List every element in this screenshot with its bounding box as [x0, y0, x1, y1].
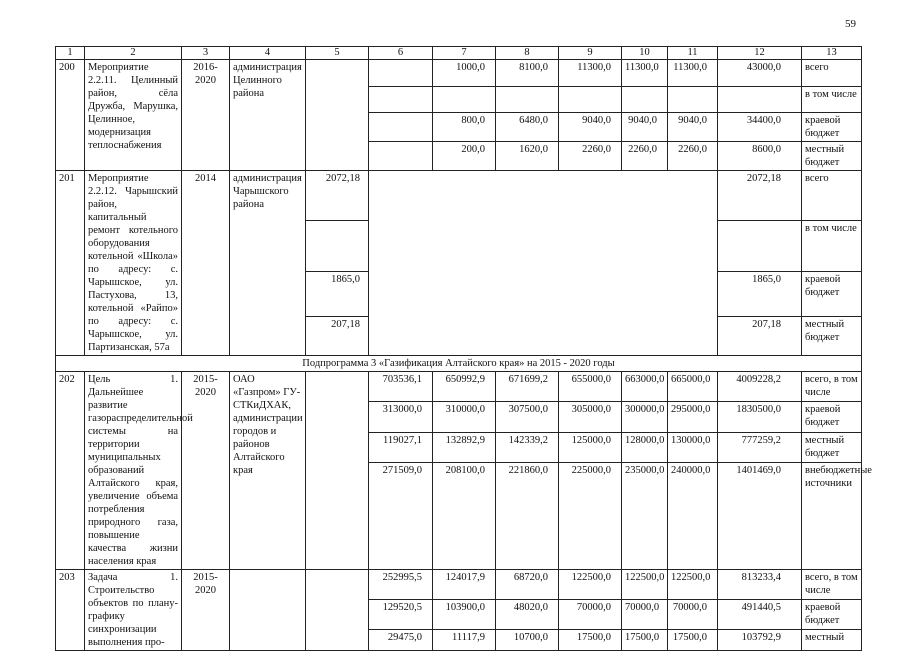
- cell-2017: 1620,0: [496, 142, 559, 171]
- cell-2019: 17500,0: [622, 630, 668, 651]
- row-number: 200: [56, 60, 85, 171]
- cell-2014: 1865,0: [306, 272, 369, 317]
- cell-total: 2072,18: [718, 171, 802, 221]
- cell-2016: 1000,0: [433, 60, 496, 87]
- funding-source: краевой бюджет: [802, 272, 862, 317]
- funding-source: местный бюджет: [802, 317, 862, 356]
- cell-total: 103792,9: [718, 630, 802, 651]
- cell-2019: 300000,0: [622, 402, 668, 432]
- cell-2015: [369, 113, 433, 142]
- cell-total: 1830500,0: [718, 402, 802, 432]
- table-row: [56, 60, 862, 87]
- cell-2015: 703536,1: [369, 372, 433, 402]
- executor: ОАО «Газпром» ГУ-СТКиДХАК, администрации городов и районов Алтайского края: [230, 372, 306, 570]
- cell-2020: 130000,0: [668, 432, 718, 462]
- cell-2015: [369, 142, 433, 171]
- subprogram-row: [56, 356, 862, 372]
- cell-2020: 70000,0: [668, 600, 718, 630]
- funding-source: всего: [802, 60, 862, 87]
- funding-source: внебюджетные источники: [802, 463, 862, 570]
- funding-source: всего, в том числе: [802, 372, 862, 402]
- cell-2019: 9040,0: [622, 113, 668, 142]
- cell-2016: 200,0: [433, 142, 496, 171]
- event-description: Мероприятие 2.2.12. Чарышский район, капитальный ремонт котельного оборудования котельной «Школа» по адресу: с. Чарышское, ул. Пастухова, 13, котельной «Райпо» по адресу: с. Чарышское, ул. Партизанская, 57а: [85, 171, 182, 356]
- cell-total: 777259,2: [718, 432, 802, 462]
- cell-2019: 122500,0: [622, 570, 668, 600]
- row-number: 203: [56, 570, 85, 651]
- cell-2015: 29475,0: [369, 630, 433, 651]
- cell-2014: 207,18: [306, 317, 369, 356]
- cell-total: 207,18: [718, 317, 802, 356]
- cell-2017: 8100,0: [496, 60, 559, 87]
- col-header: 9: [559, 47, 622, 60]
- cell-2016: 11117,9: [433, 630, 496, 651]
- cell-2020: 240000,0: [668, 463, 718, 570]
- cell-2015: 313000,0: [369, 402, 433, 432]
- cell-total: 813233,4: [718, 570, 802, 600]
- cell-2018: 305000,0: [559, 402, 622, 432]
- cell-2017: 68720,0: [496, 570, 559, 600]
- col-header: 5: [306, 47, 369, 60]
- event-description: Задача 1. Строительство объектов по плану-графику синхронизации выполнения про-: [85, 570, 182, 651]
- cell-2019: 70000,0: [622, 600, 668, 630]
- cell-2017: 671699,2: [496, 372, 559, 402]
- col-header: 7: [433, 47, 496, 60]
- cell-2017: 10700,0: [496, 630, 559, 651]
- subprogram-title: Подпрограмма 3 «Газификация Алтайского края» на 2015 - 2020 годы: [56, 356, 862, 372]
- col-header: 2: [85, 47, 182, 60]
- col-header: 8: [496, 47, 559, 60]
- row-number: 201: [56, 171, 85, 356]
- cell-2014: [306, 60, 369, 171]
- cell-2020: 11300,0: [668, 60, 718, 87]
- funding-source: в том числе: [802, 221, 862, 272]
- cell-total: 4009228,2: [718, 372, 802, 402]
- col-header: 13: [802, 47, 862, 60]
- table-row: [56, 372, 862, 402]
- cell-2019: 663000,0: [622, 372, 668, 402]
- cell-2014: [306, 570, 369, 651]
- cell-2020: 122500,0: [668, 570, 718, 600]
- funding-source: краевой бюджет: [802, 402, 862, 432]
- cell-total: [718, 87, 802, 113]
- cell-total: 1401469,0: [718, 463, 802, 570]
- cell-2018: 225000,0: [559, 463, 622, 570]
- executor: [230, 570, 306, 651]
- col-header: 12: [718, 47, 802, 60]
- cell-2016: 310000,0: [433, 402, 496, 432]
- funding-source: местный бюджет: [802, 432, 862, 462]
- executor: администрация Чарышского района: [230, 171, 306, 356]
- cell-2018: 9040,0: [559, 113, 622, 142]
- funding-source: местный: [802, 630, 862, 651]
- col-header: 3: [182, 47, 230, 60]
- cell-2020: [668, 87, 718, 113]
- event-description: Цель 1. Дальнейшее развитие газораспределительной системы на территории муниципальных образований Алтайского края, увеличение объема потребления природного газа, повышение качества жизни населения края: [85, 372, 182, 570]
- cell-2018: 17500,0: [559, 630, 622, 651]
- cell-2018: 655000,0: [559, 372, 622, 402]
- cell-2015: 129520,5: [369, 600, 433, 630]
- cell-total: [718, 221, 802, 272]
- cell-2020: 2260,0: [668, 142, 718, 171]
- cell-2014: 2072,18: [306, 171, 369, 221]
- cell-2019: 11300,0: [622, 60, 668, 87]
- cell-total: 1865,0: [718, 272, 802, 317]
- cell-2017: [496, 87, 559, 113]
- cell-2014: [306, 221, 369, 272]
- col-header: 10: [622, 47, 668, 60]
- cell-2020: 17500,0: [668, 630, 718, 651]
- cell-total: 43000,0: [718, 60, 802, 87]
- row-number: 202: [56, 372, 85, 570]
- cell-2016: 132892,9: [433, 432, 496, 462]
- cell-2019: 235000,0: [622, 463, 668, 570]
- executor: администрация Целинного района: [230, 60, 306, 171]
- funding-source: всего, в том числе: [802, 570, 862, 600]
- cell-2017: 307500,0: [496, 402, 559, 432]
- empty-cell: [369, 171, 718, 356]
- col-header: 6: [369, 47, 433, 60]
- funding-source: местный бюджет: [802, 142, 862, 171]
- col-header: 4: [230, 47, 306, 60]
- table-row: [56, 171, 862, 221]
- budget-table: [55, 46, 872, 651]
- cell-2016: 800,0: [433, 113, 496, 142]
- funding-source: краевой бюджет: [802, 600, 862, 630]
- cell-2017: 6480,0: [496, 113, 559, 142]
- event-description: Мероприятие 2.2.11. Целинный район, сёла Дружба, Марушка, Целинное, модернизация теплоснабжения: [85, 60, 182, 171]
- cell-2019: [622, 87, 668, 113]
- cell-2017: 48020,0: [496, 600, 559, 630]
- cell-2015: 271509,0: [369, 463, 433, 570]
- cell-2016: [433, 87, 496, 113]
- cell-2015: 119027,1: [369, 432, 433, 462]
- cell-2015: [369, 60, 433, 87]
- cell-2020: 295000,0: [668, 402, 718, 432]
- cell-2016: 650992,9: [433, 372, 496, 402]
- period: 2016-2020: [182, 60, 230, 171]
- cell-2019: 128000,0: [622, 432, 668, 462]
- col-header: 1: [56, 47, 85, 60]
- funding-source: краевой бюджет: [802, 113, 862, 142]
- cell-2016: 103900,0: [433, 600, 496, 630]
- funding-source: всего: [802, 171, 862, 221]
- cell-2017: 142339,2: [496, 432, 559, 462]
- cell-total: 491440,5: [718, 600, 802, 630]
- cell-2016: 208100,0: [433, 463, 496, 570]
- cell-2018: 125000,0: [559, 432, 622, 462]
- period: 2015-2020: [182, 570, 230, 651]
- cell-2018: 2260,0: [559, 142, 622, 171]
- cell-2017: 221860,0: [496, 463, 559, 570]
- cell-total: 8600,0: [718, 142, 802, 171]
- col-header: 11: [668, 47, 718, 60]
- cell-2018: 70000,0: [559, 600, 622, 630]
- cell-2018: [559, 87, 622, 113]
- table-row: [56, 570, 862, 600]
- cell-2020: 9040,0: [668, 113, 718, 142]
- funding-source: в том числе: [802, 87, 862, 113]
- cell-total: 34400,0: [718, 113, 802, 142]
- period: 2014: [182, 171, 230, 356]
- period: 2015-2020: [182, 372, 230, 570]
- cell-2018: 122500,0: [559, 570, 622, 600]
- cell-2016: 124017,9: [433, 570, 496, 600]
- cell-2020: 665000,0: [668, 372, 718, 402]
- cell-2014: [306, 372, 369, 570]
- cell-2018: 11300,0: [559, 60, 622, 87]
- page-number: 59: [845, 18, 856, 30]
- cell-2015: 252995,5: [369, 570, 433, 600]
- cell-2019: 2260,0: [622, 142, 668, 171]
- header-row: [56, 47, 862, 60]
- cell-2015: [369, 87, 433, 113]
